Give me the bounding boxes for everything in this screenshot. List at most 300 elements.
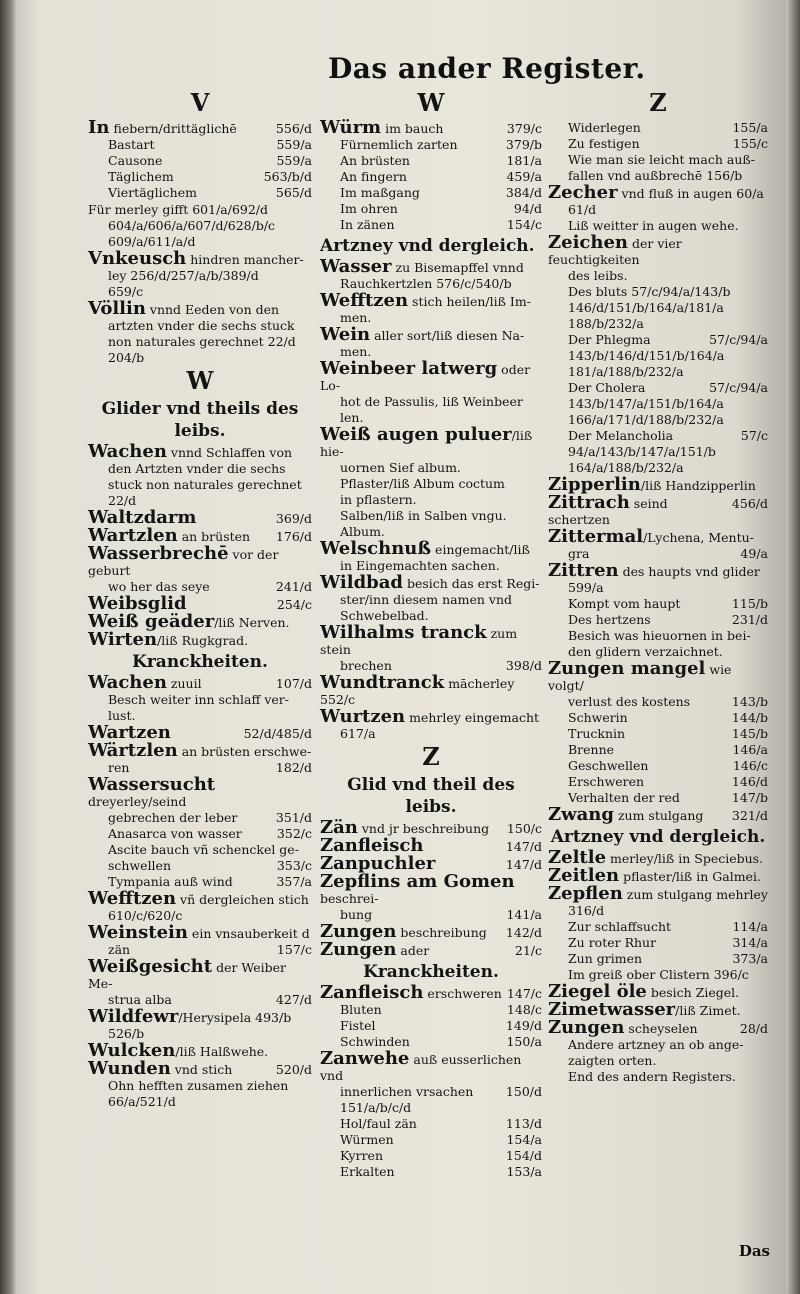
entry-text bbox=[320, 476, 542, 492]
entry-label: An fingern bbox=[340, 169, 407, 184]
index-subentry bbox=[320, 1084, 542, 1100]
entry-label: gebrechen der leber bbox=[108, 810, 238, 825]
entry-text bbox=[88, 202, 312, 218]
entry-label: Des bluts 57/c/94/a/143/b bbox=[568, 284, 731, 299]
index-entry bbox=[320, 871, 542, 907]
entry-text bbox=[548, 120, 728, 136]
entry-label: beschreibung bbox=[396, 925, 487, 940]
entry-text bbox=[320, 217, 503, 233]
entry-text bbox=[548, 596, 728, 612]
entry-text bbox=[548, 560, 768, 581]
entry-text bbox=[320, 137, 502, 153]
entry-text bbox=[88, 318, 312, 334]
index-subentry bbox=[320, 217, 542, 233]
entry-label: Bluten bbox=[340, 1002, 382, 1017]
entry-label: Hol/faul zän bbox=[340, 1116, 417, 1131]
entry-text bbox=[548, 364, 768, 380]
entry-label: Anasarca von wasser bbox=[108, 826, 242, 841]
entry-text bbox=[548, 380, 705, 396]
entry-label: Salben/liß in Salben vngu. bbox=[340, 508, 507, 523]
page-reference: 427/d bbox=[275, 992, 312, 1007]
page-reference: 147/b bbox=[731, 790, 768, 805]
index-subentry bbox=[88, 268, 312, 284]
entry-label: 599/a bbox=[568, 580, 604, 595]
entry-label: wie volgt/ bbox=[548, 662, 732, 693]
page-reference: 373/a bbox=[732, 951, 768, 966]
index-subentry bbox=[88, 350, 312, 366]
index-subentry bbox=[88, 1078, 312, 1094]
page-reference: 144/b bbox=[731, 710, 768, 725]
entry-label: 94/a/143/b/147/a/151/b bbox=[568, 444, 716, 459]
index-entry bbox=[88, 922, 312, 943]
entry-label: Schwerin bbox=[568, 710, 628, 725]
entry-label: merley/liß in Speciebus. bbox=[606, 851, 764, 866]
entry-label: Fistel bbox=[340, 1018, 376, 1033]
entry-headword: Wassersucht bbox=[88, 774, 216, 795]
entry-label: Widerlegen bbox=[568, 120, 641, 135]
index-subentry bbox=[548, 152, 768, 168]
index-subentry bbox=[320, 1002, 542, 1018]
index-entry bbox=[88, 740, 312, 761]
entry-label: vnnd Schlaffen von bbox=[166, 445, 293, 460]
index-entry bbox=[88, 298, 312, 319]
entry-label: vnnd Eeden von den bbox=[145, 302, 280, 317]
entry-text bbox=[548, 232, 768, 268]
entry-headword: Wulcken bbox=[88, 1040, 176, 1061]
entry-text bbox=[548, 202, 768, 218]
entry-headword: Wachen bbox=[88, 441, 167, 462]
index-entry bbox=[320, 290, 542, 311]
entry-text bbox=[88, 629, 312, 650]
index-entry bbox=[548, 232, 768, 268]
entry-label: Geschwellen bbox=[568, 758, 649, 773]
index-entry bbox=[320, 982, 542, 1003]
entry-label: zän bbox=[108, 942, 131, 957]
entry-text bbox=[320, 1084, 502, 1100]
entry-label: vñ dergleichen stich bbox=[176, 892, 309, 907]
entry-text bbox=[320, 726, 542, 742]
page-reference: 155/c bbox=[732, 136, 768, 151]
entry-label: 204/b bbox=[108, 350, 145, 365]
page-reference: 565/d bbox=[275, 185, 312, 200]
entry-text bbox=[548, 428, 737, 444]
index-subentry bbox=[548, 758, 768, 774]
entry-text bbox=[548, 284, 768, 300]
entry-text bbox=[548, 526, 768, 547]
entry-headword: Zungen bbox=[320, 921, 397, 942]
index-subentry bbox=[548, 428, 768, 444]
entry-text bbox=[320, 424, 542, 460]
index-subentry bbox=[548, 612, 768, 628]
page-reference: 141/a bbox=[506, 907, 542, 922]
index-entry bbox=[320, 424, 542, 460]
entry-headword: Würm bbox=[320, 117, 382, 138]
entry-label: stuck non naturales gerechnet bbox=[108, 477, 302, 492]
entry-label: zum stulgang mehrley bbox=[622, 887, 768, 902]
index-subentry bbox=[548, 120, 768, 136]
entry-headword: Weibsglid bbox=[88, 593, 187, 614]
entry-text bbox=[320, 538, 542, 559]
index-subentry bbox=[548, 348, 768, 364]
page-reference: 456/d bbox=[731, 496, 768, 511]
entry-label: Tympania auß wind bbox=[108, 874, 233, 889]
entry-label: lust. bbox=[108, 708, 136, 723]
index-subentry bbox=[320, 460, 542, 476]
entry-label: 617/a bbox=[340, 726, 376, 741]
index-subentry bbox=[548, 380, 768, 396]
page-reference: 520/d bbox=[275, 1062, 312, 1077]
entry-label: 604/a/606/a/607/d/628/b/c bbox=[108, 218, 276, 233]
entry-label: Schwinden bbox=[340, 1034, 410, 1049]
entry-text bbox=[88, 956, 312, 992]
entry-label: len. bbox=[340, 410, 364, 425]
index-entry bbox=[548, 804, 768, 825]
page-reference: 563/b/d bbox=[263, 169, 312, 184]
entry-label: Besch weiter inn schlaff ver- bbox=[108, 692, 289, 707]
index-subentry bbox=[320, 201, 542, 217]
index-subentry bbox=[320, 592, 542, 608]
page-reference: 148/c bbox=[506, 1002, 542, 1017]
section-letter: Z bbox=[649, 88, 667, 117]
entry-headword: In bbox=[88, 117, 110, 138]
index-subentry bbox=[548, 596, 768, 612]
entry-label: scheyselen bbox=[624, 1021, 698, 1036]
entry-label: wo her das seye bbox=[108, 579, 210, 594]
index-subentry bbox=[548, 284, 768, 300]
entry-text bbox=[548, 300, 768, 316]
index-subentry bbox=[320, 492, 542, 508]
entry-text bbox=[88, 218, 312, 234]
entry-text bbox=[548, 136, 729, 152]
index-subentry bbox=[548, 202, 768, 218]
entry-headword: Wildfewr bbox=[88, 1006, 179, 1027]
entry-headword: Wilhalms tranck bbox=[320, 622, 487, 643]
entry-label: verlust des kostens bbox=[568, 694, 691, 709]
page-reference: 114/a bbox=[732, 919, 768, 934]
entry-text bbox=[320, 117, 503, 138]
index-subentry bbox=[548, 742, 768, 758]
entry-label: Zun grimen bbox=[568, 951, 643, 966]
entry-headword: Zanwehe bbox=[320, 1048, 410, 1069]
entry-label: artzten vnder die sechs stuck bbox=[108, 318, 295, 333]
page-reference: 182/d bbox=[275, 760, 312, 775]
entry-headword: Vnkeusch bbox=[88, 248, 187, 269]
index-subentry bbox=[88, 858, 312, 874]
page-reference: 154/d bbox=[505, 1148, 542, 1163]
index-entry bbox=[548, 883, 768, 904]
index-subentry bbox=[88, 842, 312, 858]
page-reference: 379/b bbox=[505, 137, 542, 152]
entry-text bbox=[88, 810, 272, 826]
page-reference: 147/c bbox=[506, 986, 542, 1001]
entry-headword: Zungen bbox=[320, 939, 397, 960]
entry-text bbox=[88, 298, 312, 319]
entry-label: dreyerley/seind bbox=[88, 794, 187, 809]
entry-label: ader bbox=[396, 943, 430, 958]
entry-label: vnd fluß in augen 60/a bbox=[617, 186, 764, 201]
entry-label: /liß Rugkgrad. bbox=[157, 633, 249, 648]
index-subentry bbox=[548, 1053, 768, 1069]
page-reference: 241/d bbox=[275, 579, 312, 594]
entry-label: 22/d bbox=[108, 493, 137, 508]
entry-label: Rauchkertzlen 576/c/540/b bbox=[340, 276, 512, 291]
entry-headword: Weinstein bbox=[88, 922, 188, 943]
entry-headword: Zittren bbox=[548, 560, 619, 581]
section-letter: Z bbox=[422, 742, 440, 771]
index-subentry bbox=[320, 1148, 542, 1164]
entry-headword: Wartzen bbox=[88, 722, 171, 743]
page-reference: 384/d bbox=[505, 185, 542, 200]
entry-label: Täglichem bbox=[108, 169, 174, 184]
page-reference: 357/a bbox=[276, 874, 312, 889]
index-subentry bbox=[320, 1100, 542, 1116]
entry-label: Zu festigen bbox=[568, 136, 640, 151]
entry-label: Kyrren bbox=[340, 1148, 383, 1163]
entry-text bbox=[548, 742, 728, 758]
entry-text bbox=[88, 1006, 312, 1027]
page-reference: 150/a bbox=[506, 1034, 542, 1049]
page-reference: 146/a bbox=[732, 742, 768, 757]
entry-text bbox=[88, 248, 312, 269]
index-subentry bbox=[548, 774, 768, 790]
page-reference: 369/d bbox=[275, 511, 312, 526]
page-reference: 149/d bbox=[505, 1018, 542, 1033]
page-reference: 142/d bbox=[505, 925, 542, 940]
index-subentry bbox=[548, 1069, 768, 1085]
entry-label: 143/b/147/a/151/b/164/a bbox=[568, 396, 724, 411]
index-subentry bbox=[88, 810, 312, 826]
page-reference: 321/d bbox=[731, 808, 768, 823]
section-heading: Kranckheiten. bbox=[363, 962, 499, 982]
entry-label: besich das erst Regi- bbox=[403, 576, 540, 591]
index-column-2 bbox=[320, 88, 542, 1180]
entry-label: Der Melancholia bbox=[568, 428, 674, 443]
entry-text bbox=[548, 268, 768, 284]
index-entry bbox=[88, 441, 312, 462]
index-subentry bbox=[88, 826, 312, 842]
index-subentry bbox=[548, 580, 768, 596]
entry-label: mehrley eingemacht bbox=[405, 710, 540, 725]
entry-text bbox=[320, 169, 502, 185]
entry-label: Erkalten bbox=[340, 1164, 395, 1179]
index-entry bbox=[548, 492, 768, 528]
entry-label: Bastart bbox=[108, 137, 155, 152]
entry-text bbox=[88, 826, 273, 842]
entry-text bbox=[320, 1148, 502, 1164]
entry-text bbox=[548, 492, 728, 528]
entry-label: Ohn hefften zusamen ziehen bbox=[108, 1078, 289, 1093]
page-reference: 57/c/94/a bbox=[709, 332, 768, 347]
entry-label: Der Phlegma bbox=[568, 332, 651, 347]
index-entry bbox=[88, 202, 312, 218]
entry-text bbox=[88, 169, 260, 185]
entry-label: Andere artzney an ob ange- bbox=[568, 1037, 744, 1052]
page-reference: 254/c bbox=[276, 597, 312, 612]
page-reference: 559/a bbox=[276, 153, 312, 168]
index-subentry bbox=[88, 461, 312, 477]
page-reference: 107/d bbox=[275, 676, 312, 691]
entry-label: der Weiber Me- bbox=[88, 960, 287, 991]
entry-label: non naturales gerechnet 22/d bbox=[108, 334, 296, 349]
entry-text bbox=[320, 201, 510, 217]
entry-label: gra bbox=[568, 546, 590, 561]
index-entry bbox=[320, 706, 542, 727]
index-entry bbox=[320, 324, 542, 345]
entry-text bbox=[88, 334, 312, 350]
page-reference: 150/c bbox=[506, 821, 542, 836]
entry-label: Liß weitter in augen wehe. bbox=[568, 218, 739, 233]
index-subentry bbox=[548, 919, 768, 935]
entry-text bbox=[548, 726, 728, 742]
index-subentry bbox=[548, 332, 768, 348]
entry-label: ein vnsauberkeit d bbox=[187, 926, 310, 941]
entry-label: Zur schlaffsucht bbox=[568, 919, 672, 934]
entry-label: 164/a/188/b/232/a bbox=[568, 460, 684, 475]
entry-text bbox=[548, 316, 768, 332]
page-reference: 28/d bbox=[739, 1021, 768, 1036]
section-heading: Artzney vnd dergleich. bbox=[320, 236, 535, 256]
index-subentry bbox=[548, 300, 768, 316]
index-entry bbox=[320, 256, 542, 277]
entry-label: mācherley 552/c bbox=[320, 676, 515, 707]
entry-headword: Zepflins am Gomen bbox=[320, 871, 515, 892]
entry-label: Pflaster/liß Album coctum bbox=[340, 476, 505, 491]
index-subentry bbox=[548, 364, 768, 380]
entry-label: Album. bbox=[340, 524, 385, 539]
entry-text bbox=[88, 740, 312, 761]
entry-text bbox=[320, 706, 542, 727]
page-reference: 351/d bbox=[275, 810, 312, 825]
entry-label: /Lychena, Mentu- bbox=[643, 530, 754, 545]
entry-text bbox=[88, 268, 312, 284]
index-subentry bbox=[548, 412, 768, 428]
page-reference: 21/c bbox=[514, 943, 542, 958]
entry-label: /liß Halßwehe. bbox=[175, 1044, 269, 1059]
entry-label: bung bbox=[340, 907, 373, 922]
entry-text bbox=[320, 394, 542, 410]
entry-label: 61/d bbox=[568, 202, 597, 217]
index-subentry bbox=[548, 136, 768, 152]
index-entry bbox=[320, 117, 542, 138]
entry-headword: Zanfleisch bbox=[320, 835, 424, 856]
entry-text bbox=[88, 672, 272, 693]
entry-headword: Zungen mangel bbox=[548, 658, 706, 679]
entry-text bbox=[88, 350, 312, 366]
entry-text bbox=[320, 1018, 502, 1034]
entry-headword: Zeltle bbox=[548, 847, 607, 868]
page-reference: 94/d bbox=[513, 201, 542, 216]
index-subentry bbox=[548, 935, 768, 951]
page-reference: 115/b bbox=[731, 596, 768, 611]
entry-label: in Eingemachten sachen. bbox=[340, 558, 500, 573]
entry-text bbox=[548, 1017, 736, 1038]
entry-text bbox=[88, 774, 312, 810]
entry-text bbox=[320, 1116, 502, 1132]
index-entry bbox=[548, 658, 768, 694]
index-subentry bbox=[548, 628, 768, 644]
page-reference: 353/c bbox=[276, 858, 312, 873]
entry-text bbox=[88, 441, 312, 462]
entry-label: Im maßgang bbox=[340, 185, 420, 200]
entry-text bbox=[320, 290, 542, 311]
entry-label: an brüsten erschwe- bbox=[177, 744, 312, 759]
index-subentry bbox=[88, 334, 312, 350]
entry-label: vnd stich bbox=[170, 1062, 233, 1077]
entry-label: Der Cholera bbox=[568, 380, 646, 395]
page-reference: 147/d bbox=[505, 839, 542, 854]
index-subentry bbox=[320, 1116, 542, 1132]
entry-label: Besich was hieuornen in bei- bbox=[568, 628, 751, 643]
page-reference: 143/b bbox=[731, 694, 768, 709]
entry-label: ster/inn diesem namen vnd bbox=[340, 592, 513, 607]
index-subentry bbox=[320, 394, 542, 410]
entry-text bbox=[320, 1132, 502, 1148]
entry-label: 609/a/611/a/d bbox=[108, 234, 196, 249]
entry-label: Des hertzens bbox=[568, 612, 651, 627]
entry-label: 659/c bbox=[108, 284, 144, 299]
entry-label: seind schertzen bbox=[548, 496, 668, 527]
index-entry bbox=[320, 672, 542, 708]
page-reference: 153/a bbox=[506, 1164, 542, 1179]
section-heading: Glider vnd theils des leibs. bbox=[101, 399, 299, 441]
entry-label: den Artzten vnder die sechs bbox=[108, 461, 286, 476]
entry-text bbox=[548, 658, 768, 694]
entry-text bbox=[320, 492, 542, 508]
entry-label: Viertäglichem bbox=[108, 185, 197, 200]
entry-text bbox=[320, 358, 542, 394]
entry-label: stich heilen/liß Im- bbox=[408, 294, 531, 309]
entry-label: der vier feuchtigkeiten bbox=[548, 236, 682, 267]
entry-label: 526/b bbox=[108, 1026, 145, 1041]
index-subentry bbox=[88, 1094, 312, 1110]
entry-text bbox=[320, 153, 502, 169]
entry-label: /Herysipela 493/b bbox=[178, 1010, 292, 1025]
entry-label: in pflastern. bbox=[340, 492, 417, 507]
entry-label: 610/c/620/c bbox=[108, 908, 183, 923]
index-subentry bbox=[320, 1018, 542, 1034]
entry-label: im bauch bbox=[381, 121, 444, 136]
entry-label: fallen vnd außbrechē 156/b bbox=[568, 168, 743, 183]
index-subentry bbox=[88, 137, 312, 153]
index-subentry bbox=[320, 153, 542, 169]
entry-headword: Wirten bbox=[88, 629, 158, 650]
section-letter: W bbox=[417, 88, 445, 117]
entry-headword: Zanpuchler bbox=[320, 853, 436, 874]
entry-headword: Zungen bbox=[548, 1017, 625, 1038]
entry-text bbox=[320, 622, 542, 658]
page-reference: 57/c bbox=[740, 428, 768, 443]
page-reference: 146/d bbox=[731, 774, 768, 789]
entry-label: Im greiß ober Clistern 396/c bbox=[568, 967, 749, 982]
index-entry bbox=[88, 672, 312, 693]
entry-headword: Wurtzen bbox=[320, 706, 406, 727]
entry-headword: Waltzdarm bbox=[88, 507, 197, 528]
entry-text bbox=[88, 153, 272, 169]
entry-text bbox=[88, 137, 272, 153]
entry-headword: Wasserbrechē bbox=[88, 543, 229, 564]
entry-label: Schwebelbad. bbox=[340, 608, 429, 623]
entry-label: men. bbox=[340, 344, 372, 359]
entry-text bbox=[548, 883, 768, 904]
page-reference: 113/d bbox=[505, 1116, 542, 1131]
index-entry bbox=[548, 182, 768, 203]
entry-label: /liß Nerven. bbox=[214, 615, 290, 630]
index-subentry bbox=[548, 951, 768, 967]
entry-text bbox=[548, 152, 768, 168]
entry-text bbox=[548, 1053, 768, 1069]
entry-text bbox=[548, 903, 768, 919]
entry-headword: Weißgesicht bbox=[88, 956, 213, 977]
